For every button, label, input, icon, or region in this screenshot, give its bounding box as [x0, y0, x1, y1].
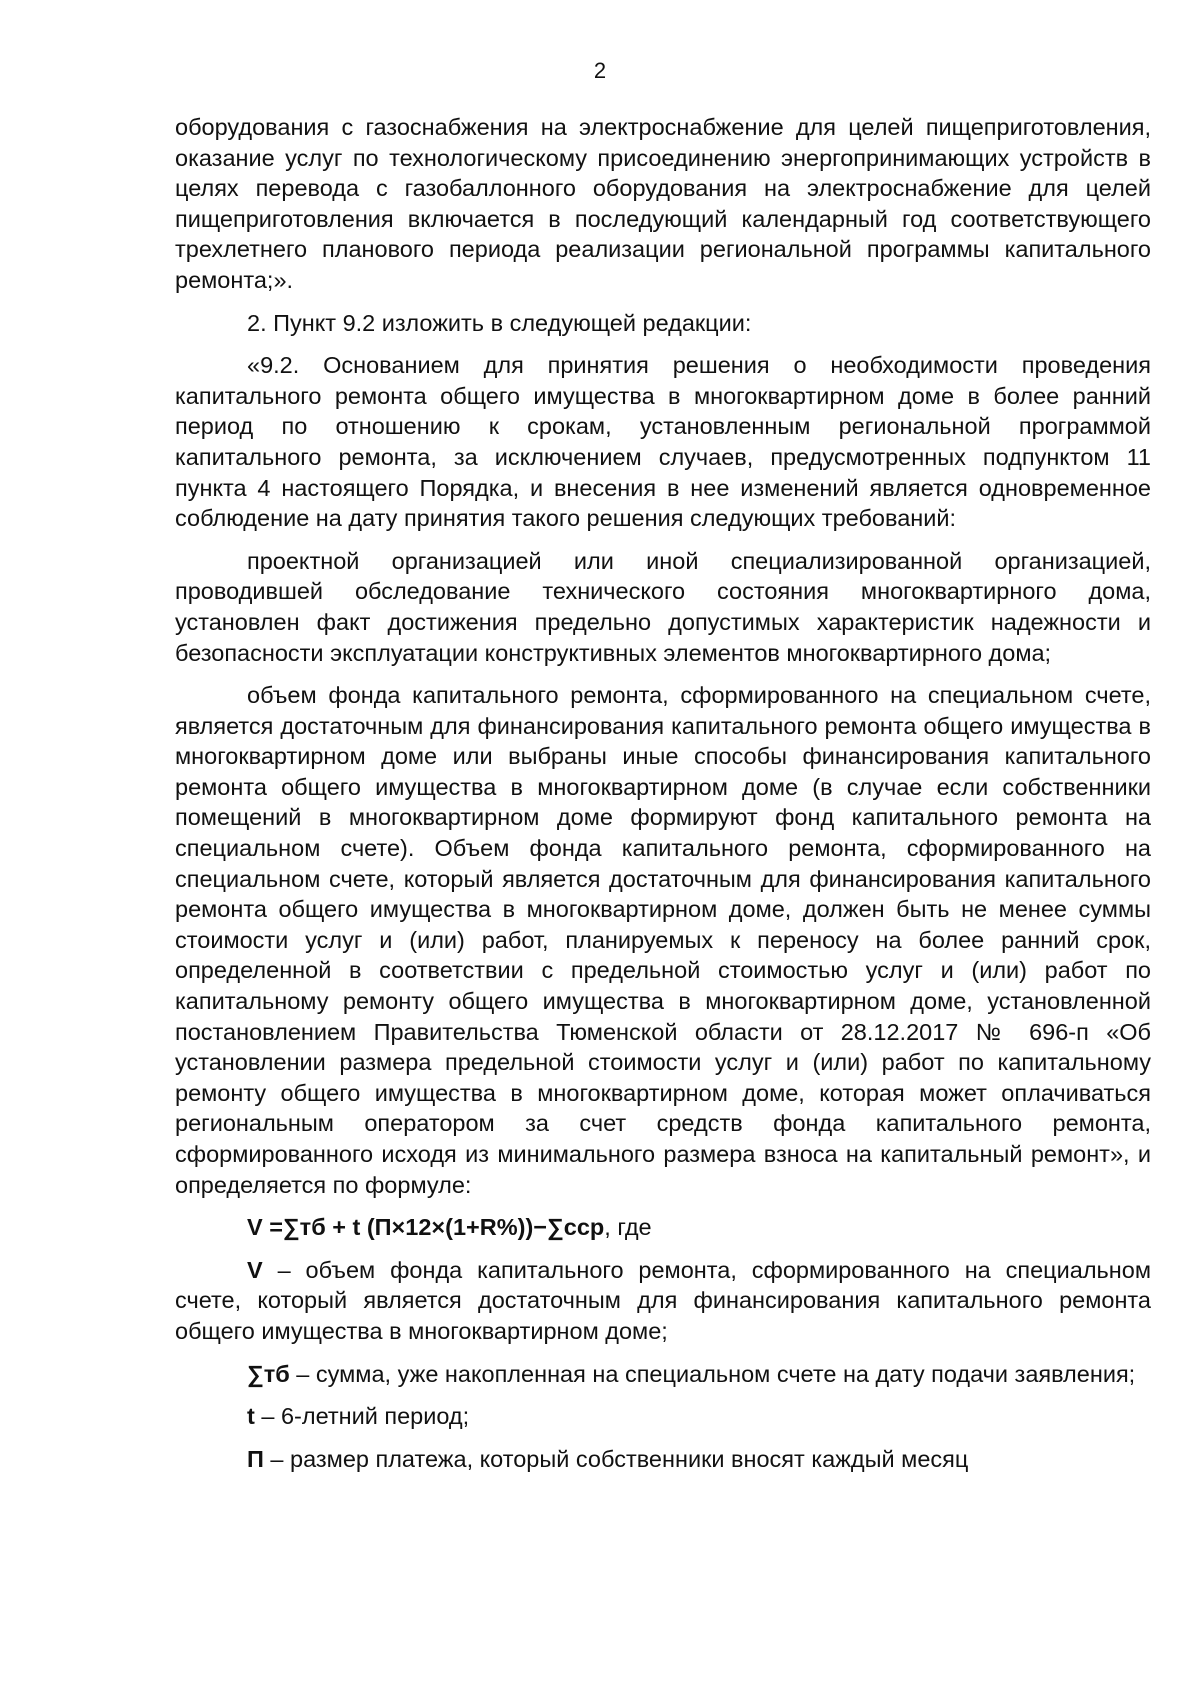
definition-v	[175, 1255, 1151, 1347]
paragraph-continuation: оборудования с газоснабжения на электроснабжение для целей пищеприготовления, оказание услуг по технологическому присоединению энергопринимающих устройств в целях перевода с газобаллонного оборудования на электроснабжение для целей пищеприготовления включается в последующий календарный год соответствующего трехлетнего планового периода реализации региональной программы капитального ремонта;».	[175, 114, 1151, 293]
definition-text: – 6-летний период;	[254, 1403, 470, 1430]
paragraph-requirement-2: объем фонда капитального ремонта, сформированного на специальном счете, является достаточным для финансирования капитального ремонта общего имущества в многоквартирном доме или выбраны иные способы финансирования капитального ремонта общего имущества в многоквартирном доме (в случае если собственники помещений в многоквартирном доме формируют фонд капитального ремонта на специальном счете). Объем фонда капитального ремонта, сформированного на специальном счете, который является достаточным для финансирования капитального ремонта общего имущества в многоквартирном доме, должен быть не менее суммы стоимости услуг и (или) работ, планируемых к переносу на более ранний срок, определенной в соответствии с предельной стоимостью услуг и (или) работ по капитальному ремонту общего имущества в многоквартирном доме, установленной постановлением Правительства Тюменской области от 28.12.2017 № 696-п «Об установлении размера предельной стоимости услуг и (или) работ по капитальному ремонту общего имущества в многоквартирном доме, которая может оплачиваться региональным оператором за счет средств фонда капитального ремонта, сформированного исходя из минимального размера взноса на капитальный ремонт», и определяется по формуле:	[175, 682, 1151, 1198]
formula-suffix: , где	[604, 1214, 652, 1241]
paragraph-9-2: «9.2. Основанием для принятия решения о необходимости проведения капитального ремонта общего имущества в многоквартирном доме в более ранний период по отношению к срокам, установленным региональной программой капитального ремонта, за исключением случаев, предусмотренных подпунктом 11 пункта 4 настоящего Порядка, и внесения в нее изменений является одновременное соблюдение на дату принятия такого решения следующих требований:	[175, 352, 1151, 532]
paragraph-amendment-instruction: 2. Пункт 9.2 изложить в следующей редакции:	[247, 309, 752, 336]
definition-text: – объем фонда капитального ремонта, сформированного на специальном счете, который является достаточным для финансирования капитального ремонта общего имущества в многоквартирном доме;	[175, 1256, 1151, 1344]
formula-expression: V =∑тб + t (П×12×(1+R%))−∑сср	[247, 1214, 605, 1241]
definition-term: ∑тб	[247, 1360, 290, 1387]
document-body	[175, 112, 1151, 1486]
definition-text: – сумма, уже накопленная на специальном счете на дату подачи заявления;	[289, 1360, 1136, 1387]
paragraph-requirement-1: проектной организацией или иной специализированной организацией, проводившей обследование технического состояния многоквартирного дома, установлен факт достижения предельно допустимых характеристик надежности и безопасности эксплуатации конструктивных элементов многоквартирного дома;	[175, 547, 1151, 666]
page-number: 2	[593, 58, 607, 83]
definition-term: П	[247, 1445, 264, 1472]
definition-term: t	[247, 1403, 255, 1430]
definition-text: – размер платежа, который собственники вносят каждый месяц	[263, 1445, 969, 1472]
definition-t	[175, 1401, 1151, 1432]
formula-line	[175, 1212, 1151, 1243]
definition-sum-tb	[175, 1359, 1151, 1390]
definition-p	[175, 1444, 1151, 1475]
definition-term: V	[247, 1256, 263, 1283]
